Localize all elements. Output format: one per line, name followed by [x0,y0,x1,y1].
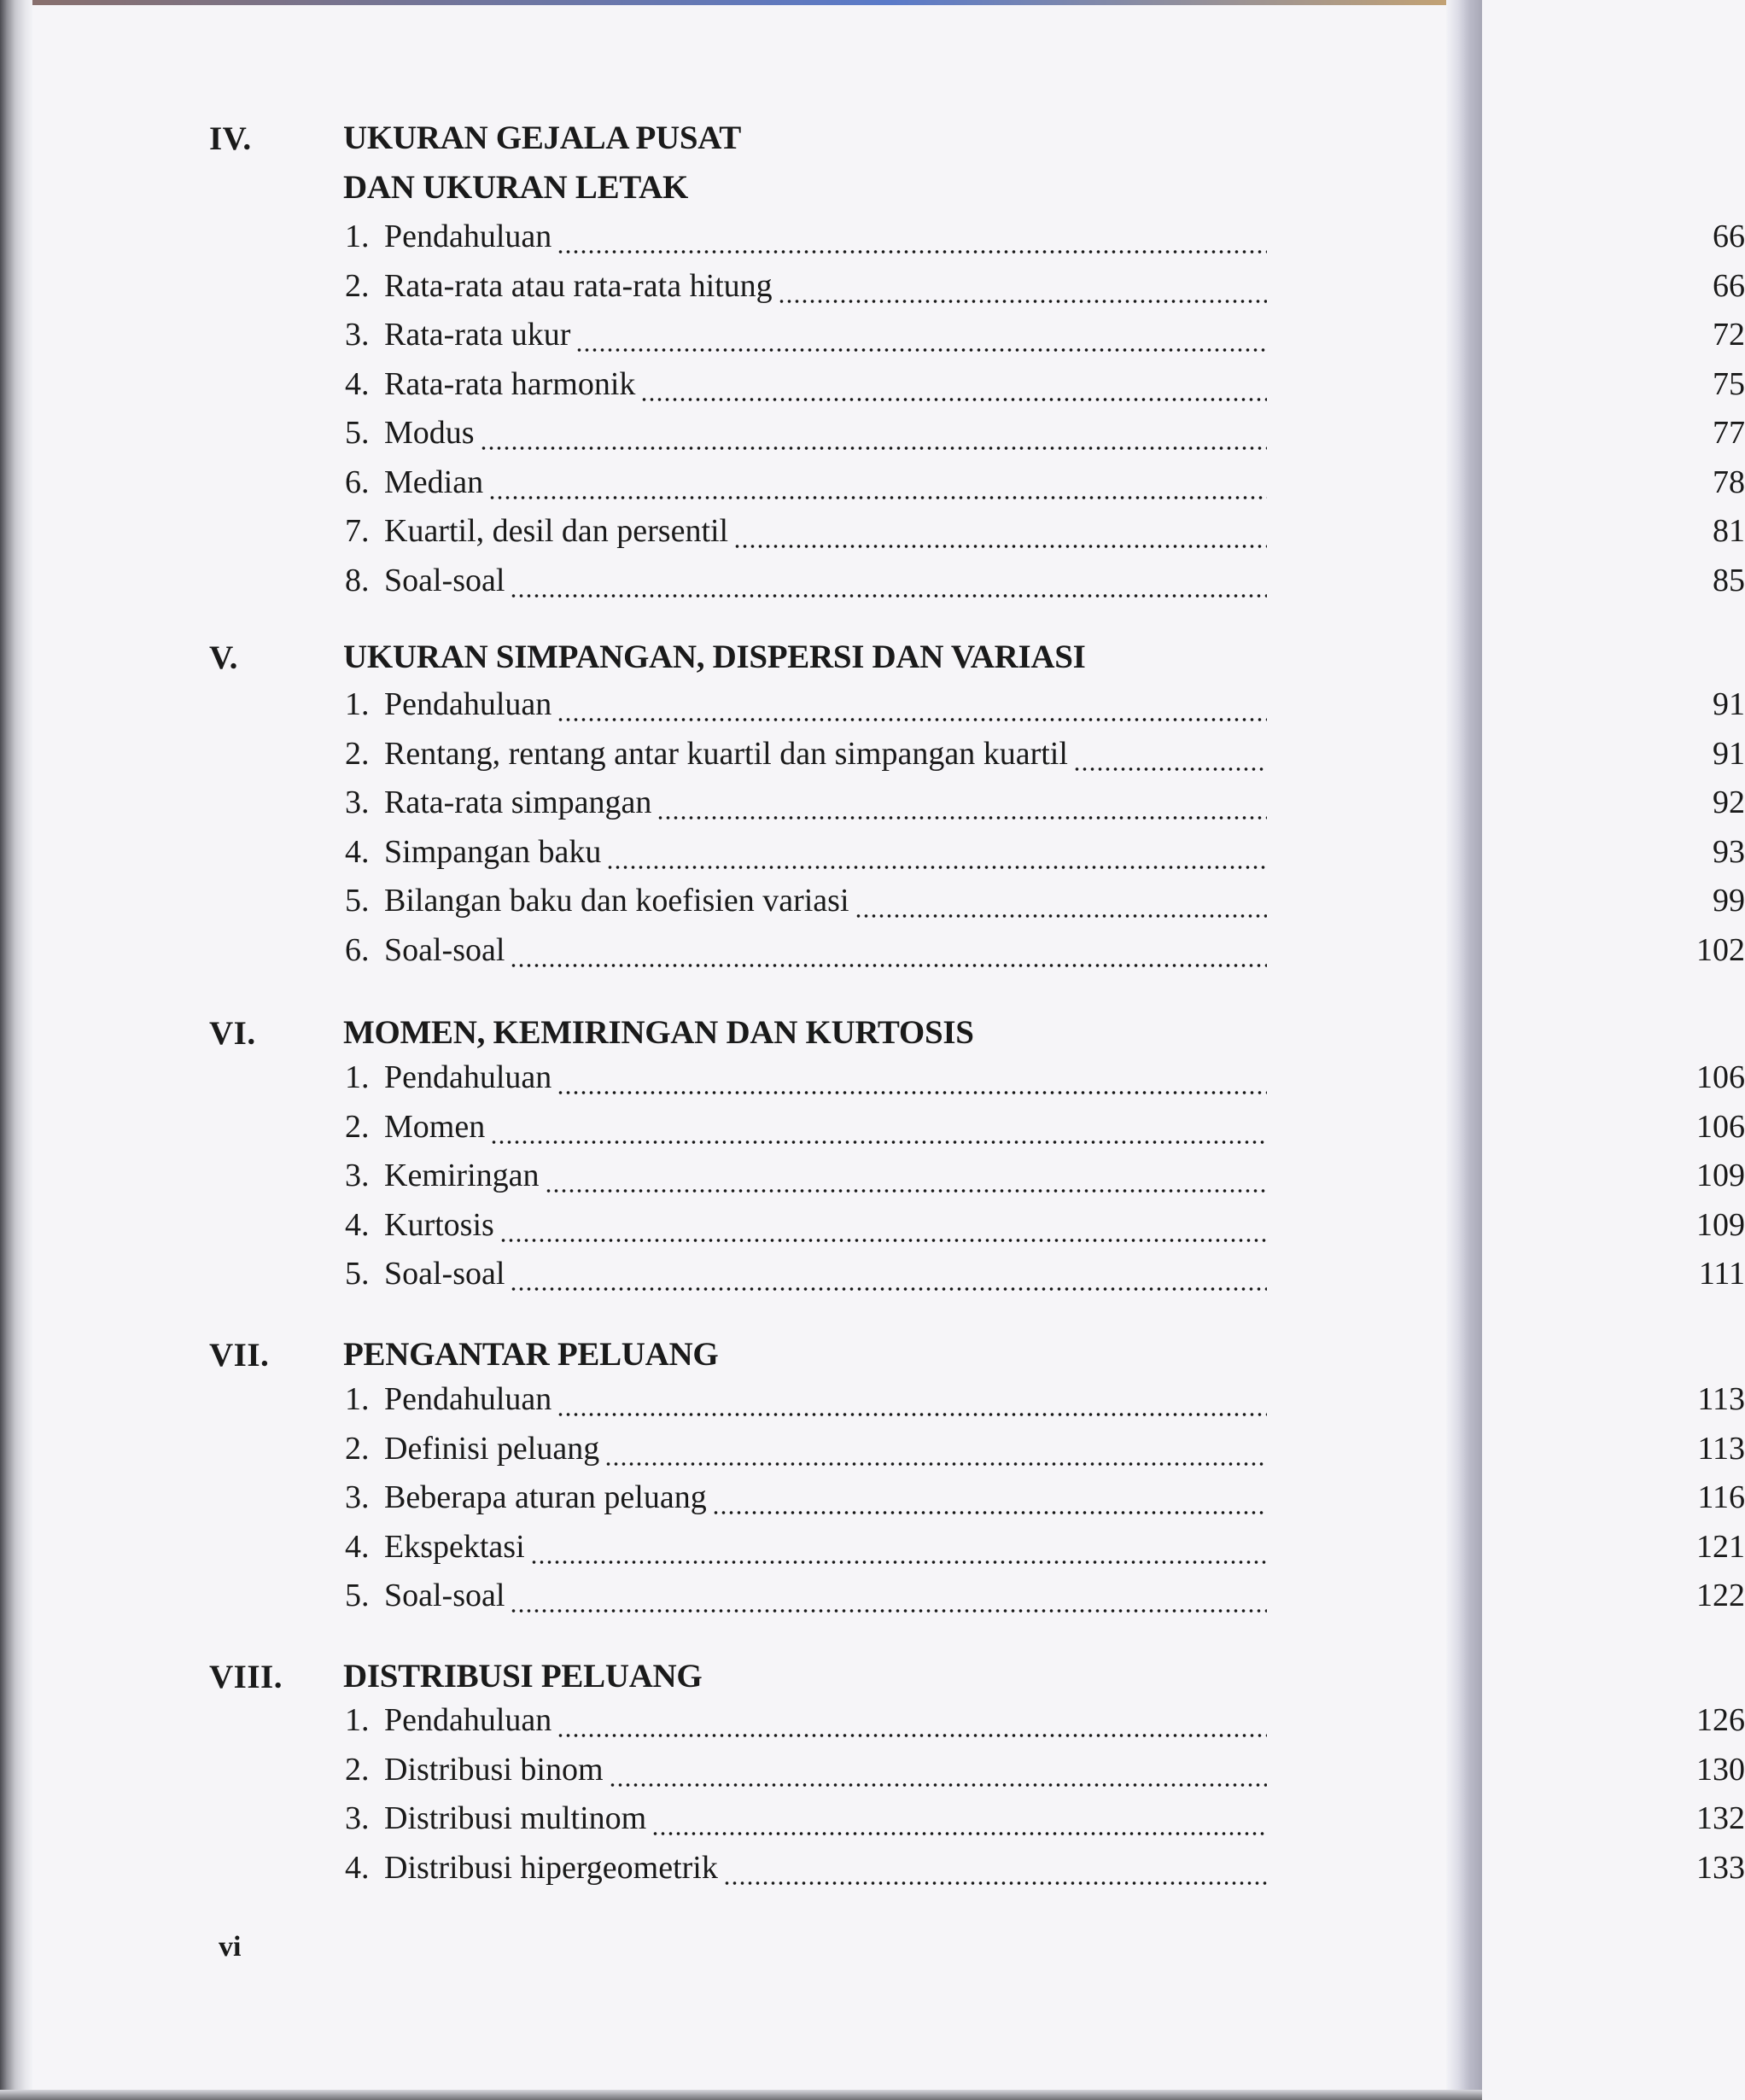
entry-number: 2. [345,267,370,304]
toc-entry[interactable] [345,562,1745,610]
entry-number: 3. [345,1800,370,1836]
entry-title: Soal-soal [384,931,505,968]
entry-number: 2. [345,1430,370,1467]
chapter-number: V. [209,639,238,676]
entry-page-number: 113 [1697,1430,1745,1467]
entry-number: 1. [345,686,370,722]
dot-leader [657,815,1267,820]
entry-title: Soal-soal [384,1578,505,1613]
entry-number: 4. [345,833,370,870]
toc-entry[interactable] [345,1528,1745,1577]
entry-page-number: 109 [1696,1206,1745,1243]
entry-title: Kurtosis [384,1206,494,1243]
entry-title: Beberapa aturan peluang [384,1479,707,1515]
chapter-title: MOMEN, KEMIRINGAN DAN KURTOSIS [343,1014,974,1051]
dot-leader [510,593,1267,598]
entry-page-number: 92 [1713,785,1745,820]
entry-title: Rata-rata atau rata-rata hitung [384,267,773,304]
toc-entry[interactable] [345,931,1745,980]
toc-entry[interactable] [345,1206,1745,1255]
entry-page-number: 113 [1697,1381,1745,1417]
toc-entry[interactable] [345,316,1745,365]
dot-leader [490,1140,1267,1145]
entry-page-number: 122 [1696,1578,1745,1613]
entry-number: 4. [345,1528,370,1565]
entry-page-number: 133 [1696,1849,1745,1886]
entry-number: 1. [345,1381,370,1417]
entry-number: 7. [345,513,370,549]
entry-title: Bilangan baku dan koefisien variasi [384,883,849,919]
entry-number: 1. [345,1059,370,1095]
dot-leader [606,865,1267,870]
toc-entry[interactable] [345,1430,1745,1479]
entry-title: Rata-rata ukur [384,317,571,353]
page-top-edge [0,0,1482,5]
entry-title: Pendahuluan [384,686,552,722]
entry-page-number: 102 [1696,931,1745,968]
entry-number: 4. [345,365,370,402]
entry-page-number: 116 [1697,1479,1745,1515]
dot-leader [499,1238,1267,1243]
dot-leader [723,1881,1267,1886]
entry-title: Distribusi multinom [384,1800,647,1836]
entry-page-number: 109 [1696,1158,1745,1193]
toc-entry[interactable] [345,1380,1745,1429]
entry-number: 2. [345,735,370,772]
entry-title: Ekspektasi [384,1528,525,1565]
toc-entry[interactable] [345,267,1745,316]
toc-entry[interactable] [345,882,1745,930]
entry-title: Modus [384,415,475,451]
entry-page-number: 78 [1713,464,1745,500]
entry-number: 5. [345,1256,370,1292]
toc-entry[interactable] [345,833,1745,882]
entry-title: Soal-soal [384,562,505,598]
entry-number: 5. [345,415,370,451]
dot-leader [778,299,1267,304]
entry-page-number: 77 [1713,415,1745,451]
entry-number: 3. [345,1158,370,1193]
entry-number: 5. [345,883,370,919]
dot-leader [480,446,1267,451]
entry-number: 3. [345,785,370,820]
toc-entry[interactable] [345,1751,1745,1800]
entry-number: 3. [345,1479,370,1515]
entry-page-number: 132 [1696,1800,1745,1836]
toc-entry[interactable] [345,1577,1745,1625]
dot-leader [557,717,1267,722]
entry-title: Simpangan baku [384,833,602,870]
book-spine-shadow [0,0,32,2100]
chapter-title-line-1: UKURAN GEJALA PUSAT [343,120,741,156]
chapter-title: UKURAN SIMPANGAN, DISPERSI DAN VARIASI [343,639,1086,675]
entry-page-number: 91 [1713,686,1745,722]
chapter-number: VI. [209,1015,256,1052]
dot-leader [510,1608,1267,1613]
entry-page-number: 111 [1698,1256,1745,1292]
entry-page-number: 81 [1713,513,1745,549]
chapter-title-line-2: DAN UKURAN LETAK [343,169,688,206]
entry-page-number: 126 [1696,1702,1745,1738]
dot-leader [545,1188,1267,1193]
entry-page-number: 66 [1713,267,1745,304]
dot-leader [609,1782,1267,1788]
entry-title: Rentang, rentang antar kuartil dan simpangan kuartil [384,735,1068,772]
page-bottom-edge [0,2090,1482,2100]
entry-number: 3. [345,317,370,353]
entry-title: Median [384,464,484,500]
dot-leader [712,1510,1267,1515]
toc-entry[interactable] [345,464,1745,512]
page-folio: vi [219,1931,242,1963]
toc-entry[interactable] [345,1479,1745,1527]
entry-title: Definisi peluang [384,1430,600,1467]
dot-leader [488,495,1267,500]
dot-leader [557,1412,1267,1417]
entry-title: Distribusi hipergeometrik [384,1849,718,1886]
toc-entry[interactable] [345,1059,1745,1107]
toc-entry[interactable] [345,1255,1745,1304]
entry-title: Momen [384,1108,486,1145]
entry-title: Pendahuluan [384,1059,552,1095]
toc-entry[interactable] [345,1701,1745,1750]
dot-leader [651,1831,1267,1836]
toc-entry[interactable] [345,735,1745,784]
entry-title: Rata-rata simpangan [384,785,652,820]
chapter-title: DISTRIBUSI PELUANG [343,1658,703,1695]
toc-entry[interactable] [345,1800,1745,1848]
toc-entry[interactable] [345,1157,1745,1205]
entry-title: Soal-soal [384,1256,505,1292]
toc-entry[interactable] [345,365,1745,414]
entry-number: 6. [345,931,370,968]
entry-page-number: 91 [1713,735,1745,772]
entry-page-number: 93 [1713,833,1745,870]
entry-title: Pendahuluan [384,219,552,254]
entry-page-number: 85 [1713,562,1745,598]
entry-title: Kuartil, desil dan persentil [384,513,729,549]
chapter-number: VII. [209,1337,270,1374]
dot-leader [557,1733,1267,1738]
dot-leader [510,1286,1267,1292]
toc-entry[interactable] [345,685,1745,734]
entry-page-number: 130 [1696,1751,1745,1788]
entry-number: 4. [345,1849,370,1886]
dot-leader [604,1461,1267,1467]
dot-leader [855,913,1267,919]
dot-leader [530,1560,1267,1565]
entry-page-number: 106 [1696,1108,1745,1145]
toc-entry[interactable] [345,414,1745,463]
entry-number: 2. [345,1751,370,1788]
dot-leader [557,249,1267,254]
entry-number: 1. [345,219,370,254]
entry-page-number: 106 [1696,1059,1745,1095]
entry-page-number: 121 [1696,1528,1745,1565]
chapter-number: IV. [209,120,252,157]
entry-number: 1. [345,1702,370,1738]
entry-number: 2. [345,1108,370,1145]
toc-entry[interactable] [345,1108,1745,1157]
entry-page-number: 72 [1713,317,1745,353]
entry-title: Kemiringan [384,1158,540,1193]
dot-leader [575,347,1267,353]
chapter-title: PENGANTAR PELUANG [343,1336,719,1373]
dot-leader [1073,767,1267,772]
dot-leader [510,963,1267,968]
entry-number: 5. [345,1578,370,1613]
chapter-number: VIII. [209,1659,283,1695]
entry-number: 8. [345,562,370,598]
entry-title: Rata-rata harmonik [384,365,636,402]
entry-number: 4. [345,1206,370,1243]
dot-leader [640,397,1267,402]
dot-leader [557,1090,1267,1095]
entry-title: Pendahuluan [384,1381,552,1417]
toc-entry[interactable] [345,1849,1745,1898]
entry-number: 6. [345,464,370,500]
toc-entry[interactable] [345,512,1745,561]
entry-page-number: 66 [1713,219,1745,254]
entry-title: Distribusi binom [384,1751,604,1788]
toc-entry[interactable] [345,784,1745,832]
entry-page-number: 99 [1713,883,1745,919]
dot-leader [733,544,1267,549]
entry-title: Pendahuluan [384,1702,552,1738]
entry-page-number: 75 [1713,365,1745,402]
toc-entry[interactable] [345,218,1745,266]
